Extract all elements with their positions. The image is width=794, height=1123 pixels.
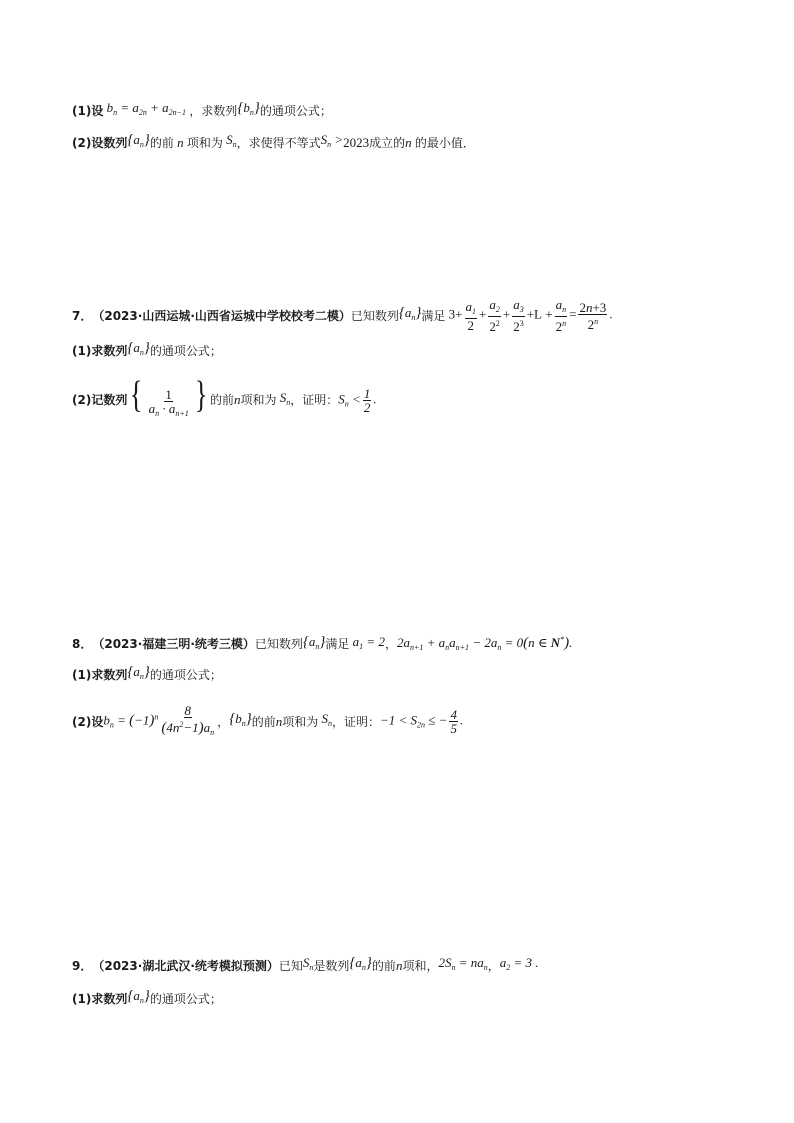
q6-part1-label: (1)设	[72, 103, 104, 118]
q9-stem-text3: 的前	[371, 958, 396, 973]
q6-part2-seq: $\{a_n\}$	[127, 132, 150, 149]
q9-part1	[72, 988, 222, 1009]
q6-part2-n2: n	[405, 134, 415, 150]
q8-recurrence: $2a_{n+1} + a_na_{n+1} - 2a_n = 0(n$ ∈ N*).	[396, 635, 573, 652]
q7-part1-suffix: 的通项公式；	[149, 343, 222, 358]
q9-part1-suffix: 的通项公式；	[149, 991, 222, 1006]
q7-part2-S: $S_n$	[276, 389, 291, 407]
q8-stem-text2: 满足	[325, 637, 350, 651]
q9-number: 9．	[72, 958, 93, 973]
q7-part2-label: (2)记数列	[72, 393, 128, 407]
q6-part2-S: $S_n$	[222, 132, 237, 149]
q9-S: $S_n$	[302, 955, 314, 972]
q8-part2-label: (2)设	[72, 714, 104, 729]
q9-comma: ，	[487, 958, 500, 973]
q8-init: $a_1 = 2$	[349, 633, 385, 651]
q8-source: （2023·福建三明·统考三模）	[92, 637, 255, 651]
q6-part2-label: (2)设数列	[72, 135, 128, 150]
q7-stem-text: 已知数列	[350, 308, 399, 323]
q8-part2-t2: 项和为	[282, 714, 319, 729]
q9-stem-text: 已知	[278, 958, 303, 973]
q7-part2-seq: { $\frac{1}{a_n \cdot a_{n+1}}$ }	[130, 374, 208, 419]
q7-part2-ineq: $S_n$ < $\frac{1}{2}$ .	[338, 385, 377, 415]
q6-part2-t3: ，求使得不等式	[236, 135, 321, 150]
q7-part1	[72, 340, 222, 361]
q7-part1-label: (1)求数列	[72, 343, 128, 358]
q6-part1	[72, 100, 332, 121]
q8-part1-label: (1)求数列	[72, 667, 128, 682]
q9-source: （2023·湖北武汉·统考模拟预测）	[92, 958, 279, 973]
q9-part1-label: (1)求数列	[72, 991, 128, 1006]
q6-part2-t2: 项和为	[186, 135, 223, 150]
q8-part1-suffix: 的通项公式；	[149, 667, 222, 682]
q8-comma2: ，	[217, 714, 230, 729]
q7-source: （2023·山西运城·山西省运城中学校校考二模）	[92, 308, 351, 323]
q6-part2	[72, 132, 475, 153]
q9-stem	[72, 955, 539, 976]
q7-part2-t2: 项和为	[240, 393, 277, 407]
q7-part2-t1: 的前	[209, 393, 234, 407]
q6-part1-seq: $\{b_n\}$	[237, 100, 260, 117]
q8-part2	[72, 704, 463, 739]
q7-stem-text2: 满足	[421, 308, 446, 323]
q8-stem	[72, 632, 572, 656]
q8-part1-seq: $\{a_n\}$	[127, 664, 150, 681]
q9-eq2: $a_2 = 3$ .	[499, 955, 539, 972]
q6-part2-num: 2023	[343, 134, 370, 150]
q7-part1-seq: $\{a_n\}$	[127, 340, 150, 357]
q8-part2-t3: ，证明：	[331, 714, 380, 729]
q7-seq: $\{a_n\}$	[398, 305, 422, 322]
q9-stem-text4: 项和，	[402, 958, 439, 973]
q6-part2-ineq: $S_n$ >	[320, 132, 344, 149]
q6-part2-suffix: 的最小值．	[414, 135, 475, 150]
q8-part2-n: n	[275, 713, 283, 729]
q8-part2-def: $b_n = (-1)^n$ $\frac{8}{(4n^2-1)a_n}$	[103, 703, 215, 737]
q8-part2-t1: 的前	[251, 714, 276, 729]
q7-number: 7．	[72, 308, 93, 323]
q9-n: n	[395, 957, 403, 973]
q8-comma: ，	[384, 637, 397, 651]
q6-part1-suffix: 的通项公式；	[259, 103, 332, 118]
q7-part2-t3: ，证明：	[290, 393, 339, 407]
q6-part2-t4: 成立的	[369, 135, 406, 150]
q8-number: 8．	[72, 637, 93, 651]
q7-part2	[72, 374, 377, 420]
q7-dots: L	[534, 306, 542, 322]
q8-part2-ineq: $-1 < S_{2n}$ ≤ − $\frac{4}{5}$ .	[379, 707, 464, 736]
q8-part2-seq: $\{b_n\}$	[229, 711, 252, 728]
q6-part2-t1: 的前	[149, 135, 174, 150]
q6-part1-text: ，求数列	[189, 103, 238, 118]
q9-part1-seq: $\{a_n\}$	[127, 988, 150, 1005]
q9-eq1: $2S_n = na_n$	[438, 955, 488, 972]
q8-part2-S: $S_n$	[318, 711, 332, 728]
q6-part1-formula: $b_n = a_{2n} + a_{2n-1}$	[103, 100, 187, 117]
q7-stem	[72, 298, 613, 333]
q9-stem-text2: 是数列	[313, 958, 350, 973]
q9-seq: $\{a_n\}$	[349, 955, 372, 972]
q8-seq: $\{a_n\}$	[302, 633, 326, 651]
q6-part2-n: n	[173, 134, 187, 150]
q8-stem-text: 已知数列	[254, 637, 303, 651]
q8-part1	[72, 664, 222, 685]
q7-formula: 3+ $\frac{a_1}{2}$ + $\frac{a_2}{2^2}$ + $\frac{a_3}{2^3}$ +L + $\frac{a_n}{2^n}$ = $\frac{2n+3}{2^n}$ .	[445, 297, 613, 334]
q7-part2-n: n	[234, 392, 241, 407]
